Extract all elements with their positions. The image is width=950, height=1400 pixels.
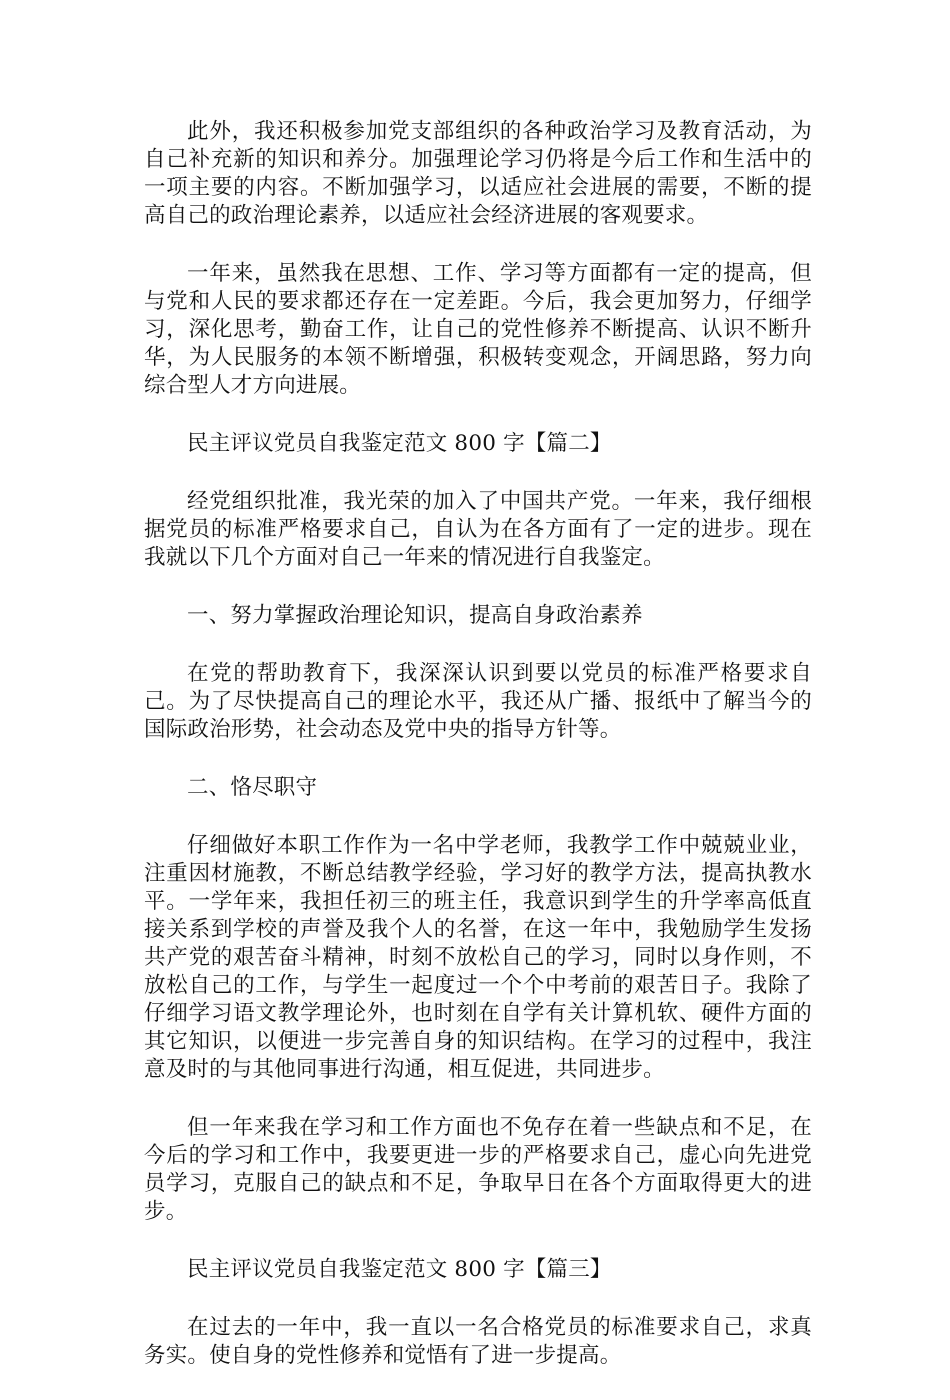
section-title-part-two: 民主评议党员自我鉴定范文 800 字【篇二】	[187, 431, 612, 456]
subheading-duty: 二、恪尽职守	[187, 775, 318, 800]
subheading-political-theory: 一、努力掌握政治理论知识，提高自身政治素养	[187, 603, 643, 628]
paragraph-teaching-work: 仔细做好本职工作作为一名中学老师，我教学工作中兢兢业业，注重因材施教，不断总结教学经验，学习好的教学方法，提高执教水平。一学年来，我担任初三的班主任，我意识到学生的升学率高低直接关系到学校的声誉及我个人的名誉，在这一年中，我勉励学生发扬共产党的艰苦奋斗精神，时刻不放松自己的学习，同时以身作则，不放松自己的工作，与学生一起度过一个个中考前的艰苦日子。我除了仔细学习语文教学理论外，也时刻在自学有关计算机软、硬件方面的其它知识，以便进一步完善自身的知识结构。在学习的过程中，我注意及时的与其他同事进行沟通，相互促进，共同进步。	[144, 833, 812, 1082]
paragraph-part-three-intro: 在过去的一年中，我一直以一名合格党员的标准要求自己，求真务实。使自身的党性修养和觉悟有了进一步提高。	[144, 1315, 812, 1368]
paragraph-study-activities: 此外，我还积极参加党支部组织的各种政治学习及教育活动，为自己补充新的知识和养分。加强理论学习仍将是今后工作和生活中的一项主要的内容。不断加强学习，以适应社会进展的需要，不断的提高自己的政治理论素养，以适应社会经济进展的客观要求。	[144, 119, 812, 228]
paragraph-year-review: 一年来，虽然我在思想、工作、学习等方面都有一定的提高，但与党和人民的要求都还存在一定差距。今后，我会更加努力，仔细学习，深化思考，勤奋工作，让自己的党性修养不断提高、认识不断升华，为人民服务的本领不断增强，积极转变观念，开阔思路，努力向综合型人才方向进展。	[144, 261, 812, 398]
paragraph-political-theory: 在党的帮助教育下，我深深认识到要以党员的标准严格要求自己。为了尽快提高自己的理论水平，我还从广播、报纸中了解当今的国际政治形势，社会动态及党中央的指导方针等。	[144, 661, 812, 742]
section-title-part-three: 民主评议党员自我鉴定范文 800 字【篇三】	[187, 1257, 612, 1282]
document-body	[144, 118, 812, 1400]
paragraph-shortcomings: 但一年来我在学习和工作方面也不免存在着一些缺点和不足，在今后的学习和工作中，我要更进一步的严格要求自己，虚心向先进党员学习，克服自己的缺点和不足，争取早日在各个方面取得更大的进步。	[144, 1115, 812, 1224]
paragraph-party-admission: 经党组织批准，我光荣的加入了中国共产党。一年来，我仔细根据党员的标准严格要求自己，自认为在各方面有了一定的进步。现在我就以下几个方面对自己一年来的情况进行自我鉴定。	[144, 489, 812, 570]
